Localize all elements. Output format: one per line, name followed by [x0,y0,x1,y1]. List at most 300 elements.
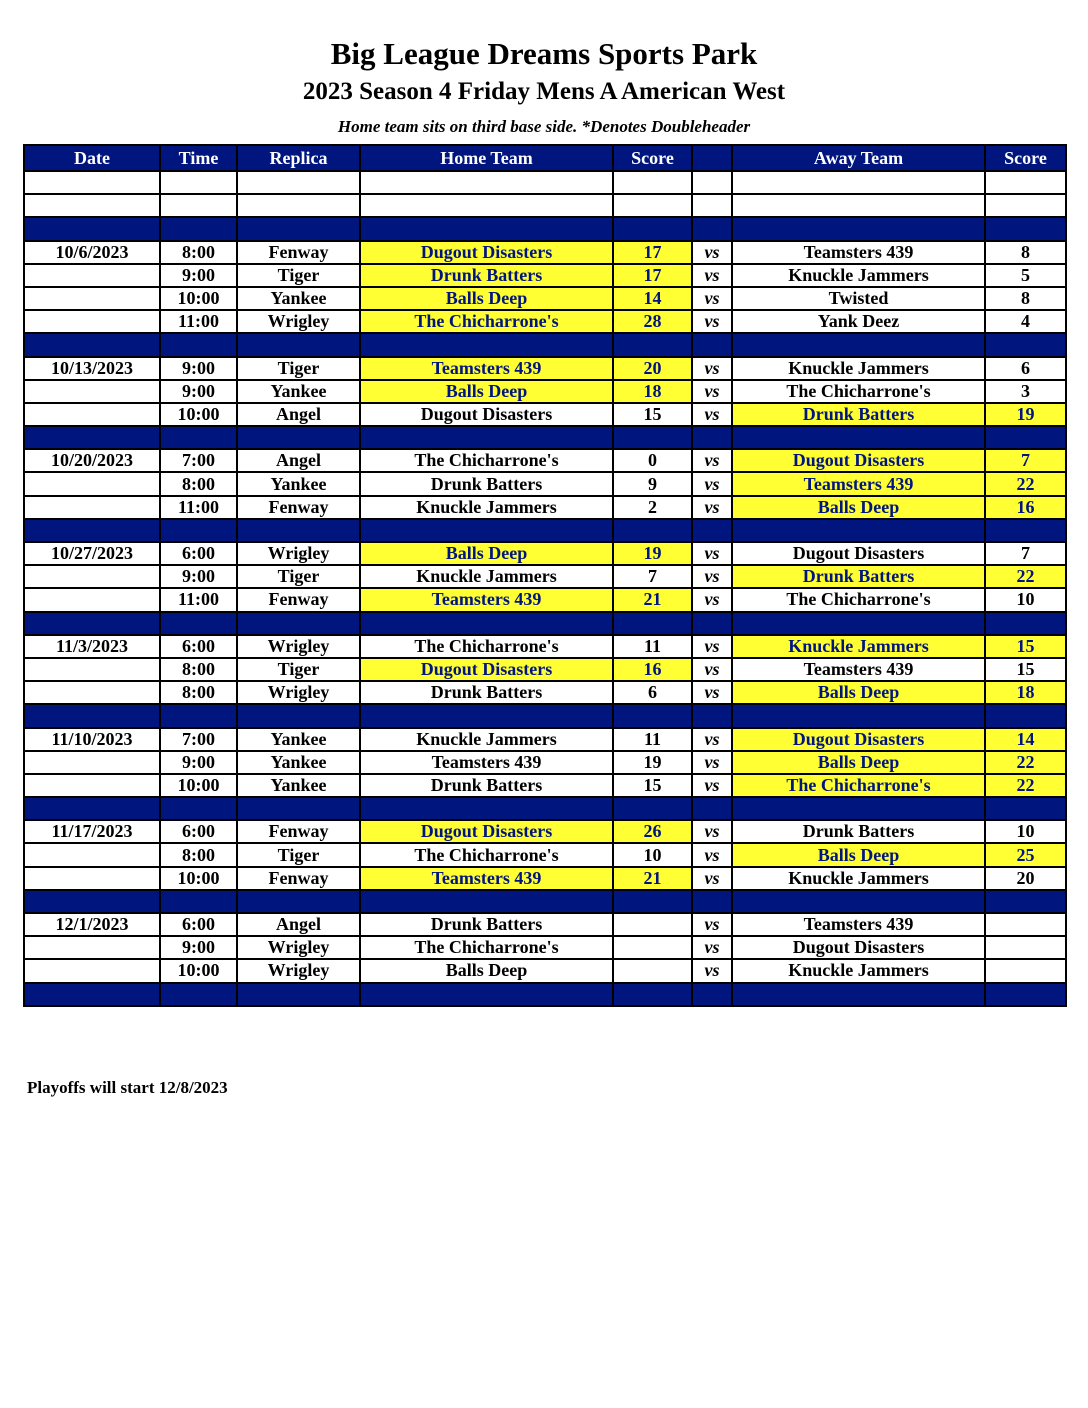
home-team-cell [360,704,613,727]
date-cell: 10/20/2023 [24,449,160,472]
date-cell [24,194,160,217]
vs-cell [692,194,732,217]
home-score-cell: 11 [613,728,692,751]
away-score-cell [985,333,1066,356]
home-score-cell [613,890,692,913]
vs-cell: vs [692,542,732,565]
date-cell [24,287,160,310]
time-cell: 8:00 [160,843,237,866]
home-team-cell [360,194,613,217]
home-score-cell [613,426,692,449]
away-score-cell: 22 [985,472,1066,495]
home-team-cell: Dugout Disasters [360,820,613,843]
away-team-cell [732,612,985,635]
vs-cell: vs [692,751,732,774]
vs-cell [692,217,732,240]
week-separator-row [24,217,1066,240]
home-team-cell [360,217,613,240]
game-row [24,867,1066,890]
replica-cell [237,704,360,727]
away-team-cell [732,983,985,1006]
vs-cell: vs [692,588,732,611]
replica-cell: Yankee [237,774,360,797]
away-score-cell [985,426,1066,449]
time-cell: 11:00 [160,310,237,333]
away-score-cell: 10 [985,588,1066,611]
home-team-cell [360,171,613,194]
vs-cell: vs [692,403,732,426]
replica-cell [237,426,360,449]
home-team-cell [360,890,613,913]
home-score-cell: 20 [613,357,692,380]
away-team-cell [732,333,985,356]
away-team-cell: Dugout Disasters [732,728,985,751]
time-cell: 9:00 [160,380,237,403]
away-score-cell: 10 [985,820,1066,843]
home-score-cell: 15 [613,403,692,426]
away-score-cell: 22 [985,565,1066,588]
away-team-cell: Knuckle Jammers [732,959,985,982]
date-cell: 10/27/2023 [24,542,160,565]
time-cell: 9:00 [160,357,237,380]
page-title: Big League Dreams Sports Park [330,36,758,71]
vs-cell: vs [692,287,732,310]
vs-cell: vs [692,913,732,936]
home-team-cell [360,333,613,356]
date-cell [24,426,160,449]
replica-cell: Tiger [237,357,360,380]
game-row [24,588,1066,611]
date-cell: 10/6/2023 [24,241,160,264]
away-team-cell: Twisted [732,287,985,310]
away-score-cell [985,171,1066,194]
replica-cell [237,519,360,542]
home-team-cell: Teamsters 439 [360,588,613,611]
home-score-cell: 15 [613,774,692,797]
date-cell: 11/3/2023 [24,635,160,658]
time-cell: 9:00 [160,565,237,588]
away-team-cell [732,797,985,820]
replica-cell: Fenway [237,820,360,843]
home-score-cell: 21 [613,588,692,611]
game-row [24,287,1066,310]
home-score-cell [613,936,692,959]
replica-cell: Yankee [237,751,360,774]
game-row [24,542,1066,565]
away-team-cell: Knuckle Jammers [732,357,985,380]
time-cell: 10:00 [160,774,237,797]
time-cell: 10:00 [160,403,237,426]
home-score-cell [613,612,692,635]
away-team-cell: Dugout Disasters [732,542,985,565]
date-cell: 11/10/2023 [24,728,160,751]
game-row [24,380,1066,403]
away-score-cell [985,890,1066,913]
home-score-cell: 10 [613,843,692,866]
away-score-cell [985,612,1066,635]
home-team-cell: Balls Deep [360,287,613,310]
away-score-cell: 14 [985,728,1066,751]
game-row [24,843,1066,866]
week-separator-row [24,983,1066,1006]
game-row [24,496,1066,519]
away-score-cell: 5 [985,264,1066,287]
vs-cell: vs [692,380,732,403]
home-team-cell [360,983,613,1006]
vs-cell: vs [692,241,732,264]
home-team-cell: Balls Deep [360,380,613,403]
replica-cell: Wrigley [237,635,360,658]
vs-cell [692,612,732,635]
replica-cell: Angel [237,913,360,936]
away-score-cell [985,936,1066,959]
game-row [24,449,1066,472]
game-row [24,403,1066,426]
away-team-cell: The Chicharrone's [732,588,985,611]
away-score-cell: 8 [985,287,1066,310]
date-cell [24,704,160,727]
time-cell [160,983,237,1006]
vs-cell: vs [692,496,732,519]
away-team-cell: Yank Deez [732,310,985,333]
home-team-cell: Teamsters 439 [360,867,613,890]
time-cell [160,171,237,194]
week-separator-row [24,890,1066,913]
game-row [24,820,1066,843]
home-team-cell: The Chicharrone's [360,843,613,866]
time-cell: 6:00 [160,542,237,565]
away-score-cell [985,217,1066,240]
date-cell [24,310,160,333]
date-cell [24,380,160,403]
away-team-cell: Knuckle Jammers [732,867,985,890]
date-cell [24,983,160,1006]
time-cell: 9:00 [160,751,237,774]
away-score-cell [985,983,1066,1006]
away-team-cell: Drunk Batters [732,403,985,426]
replica-cell [237,194,360,217]
time-cell [160,217,237,240]
date-cell [24,797,160,820]
away-score-cell [985,959,1066,982]
home-score-cell [613,797,692,820]
away-score-cell [985,797,1066,820]
away-team-cell [732,171,985,194]
home-team-cell: The Chicharrone's [360,310,613,333]
away-score-cell: 22 [985,774,1066,797]
game-row [24,565,1066,588]
replica-cell: Yankee [237,472,360,495]
replica-cell: Wrigley [237,681,360,704]
replica-cell: Tiger [237,843,360,866]
time-cell: 8:00 [160,472,237,495]
vs-cell: vs [692,658,732,681]
header-row [24,145,1066,171]
replica-cell: Fenway [237,496,360,519]
home-score-cell: 16 [613,658,692,681]
away-score-cell: 22 [985,751,1066,774]
game-row [24,681,1066,704]
home-team-cell: The Chicharrone's [360,936,613,959]
away-team-cell: Balls Deep [732,681,985,704]
home-team-cell: Drunk Batters [360,264,613,287]
replica-cell [237,171,360,194]
col-away-team-header: Away Team [732,145,985,171]
date-cell [24,959,160,982]
away-score-cell: 19 [985,403,1066,426]
date-cell: 11/17/2023 [24,820,160,843]
vs-cell: vs [692,867,732,890]
time-cell: 10:00 [160,959,237,982]
time-cell [160,194,237,217]
page-subtitle: 2023 Season 4 Friday Mens A American West [302,78,786,105]
date-cell [24,681,160,704]
vs-cell: vs [692,472,732,495]
vs-cell: vs [692,681,732,704]
time-cell: 11:00 [160,496,237,519]
replica-cell: Wrigley [237,936,360,959]
replica-cell [237,333,360,356]
time-cell: 11:00 [160,588,237,611]
week-separator-row [24,704,1066,727]
vs-cell: vs [692,264,732,287]
time-cell [160,890,237,913]
col-home-score-header: Score [613,145,692,171]
date-cell: 12/1/2023 [24,913,160,936]
replica-cell: Fenway [237,867,360,890]
home-score-cell [613,333,692,356]
away-team-cell: Teamsters 439 [732,241,985,264]
home-score-cell: 26 [613,820,692,843]
col-away-score-header: Score [985,145,1066,171]
away-score-cell: 25 [985,843,1066,866]
home-score-cell: 9 [613,472,692,495]
home-team-cell: Balls Deep [360,959,613,982]
week-separator-row [24,612,1066,635]
away-score-cell [985,913,1066,936]
home-score-cell [613,217,692,240]
date-cell [24,217,160,240]
home-team-cell: Teamsters 439 [360,357,613,380]
time-cell [160,333,237,356]
date-cell [24,843,160,866]
game-row [24,959,1066,982]
col-date-header: Date [24,145,160,171]
game-row [24,241,1066,264]
away-score-cell [985,704,1066,727]
away-team-cell: Knuckle Jammers [732,264,985,287]
vs-cell [692,519,732,542]
time-cell: 8:00 [160,658,237,681]
away-score-cell: 4 [985,310,1066,333]
replica-cell: Tiger [237,264,360,287]
vs-cell [692,983,732,1006]
home-score-cell [613,983,692,1006]
home-team-cell: Drunk Batters [360,913,613,936]
vs-cell: vs [692,820,732,843]
time-cell [160,426,237,449]
game-row [24,264,1066,287]
away-team-cell: Teamsters 439 [732,472,985,495]
date-cell [24,472,160,495]
date-cell [24,333,160,356]
away-team-cell [732,217,985,240]
away-team-cell: Teamsters 439 [732,913,985,936]
home-score-cell [613,194,692,217]
game-row [24,357,1066,380]
away-score-cell: 8 [985,241,1066,264]
time-cell: 6:00 [160,635,237,658]
time-cell [160,704,237,727]
home-team-cell [360,797,613,820]
vs-cell: vs [692,843,732,866]
game-row [24,774,1066,797]
replica-cell: Tiger [237,658,360,681]
time-cell: 9:00 [160,936,237,959]
time-cell: 6:00 [160,913,237,936]
away-team-cell: Drunk Batters [732,565,985,588]
date-cell [24,588,160,611]
time-cell: 7:00 [160,449,237,472]
away-team-cell: Teamsters 439 [732,658,985,681]
game-row [24,936,1066,959]
home-score-cell: 7 [613,565,692,588]
away-team-cell [732,426,985,449]
vs-cell [692,333,732,356]
vs-cell: vs [692,959,732,982]
vs-cell: vs [692,565,732,588]
away-score-cell: 18 [985,681,1066,704]
home-score-cell [613,704,692,727]
time-cell: 7:00 [160,728,237,751]
home-score-cell: 17 [613,264,692,287]
away-team-cell: Dugout Disasters [732,449,985,472]
away-team-cell: Balls Deep [732,843,985,866]
vs-cell: vs [692,357,732,380]
date-cell [24,936,160,959]
away-score-cell: 20 [985,867,1066,890]
time-cell [160,797,237,820]
home-team-cell: Dugout Disasters [360,658,613,681]
replica-cell: Fenway [237,588,360,611]
vs-cell [692,797,732,820]
replica-cell [237,983,360,1006]
replica-cell: Fenway [237,241,360,264]
game-row [24,751,1066,774]
home-score-cell: 21 [613,867,692,890]
week-separator-row [24,797,1066,820]
home-team-cell: Knuckle Jammers [360,496,613,519]
replica-cell: Wrigley [237,959,360,982]
date-cell [24,867,160,890]
away-score-cell: 16 [985,496,1066,519]
replica-cell: Wrigley [237,542,360,565]
vs-cell: vs [692,728,732,751]
away-score-cell: 7 [985,542,1066,565]
time-cell: 8:00 [160,241,237,264]
date-cell: 10/13/2023 [24,357,160,380]
away-team-cell [732,519,985,542]
away-team-cell [732,890,985,913]
date-cell [24,612,160,635]
away-team-cell: Balls Deep [732,496,985,519]
vs-cell [692,890,732,913]
game-row [24,913,1066,936]
replica-cell [237,890,360,913]
away-score-cell: 3 [985,380,1066,403]
date-cell [24,774,160,797]
away-score-cell: 6 [985,357,1066,380]
week-separator-row [24,426,1066,449]
game-row [24,472,1066,495]
col-home-team-header: Home Team [360,145,613,171]
date-cell [24,171,160,194]
time-cell: 8:00 [160,681,237,704]
replica-cell: Angel [237,449,360,472]
date-cell [24,890,160,913]
away-team-cell: The Chicharrone's [732,774,985,797]
home-team-cell: Balls Deep [360,542,613,565]
replica-cell [237,612,360,635]
away-team-cell: Balls Deep [732,751,985,774]
replica-cell [237,217,360,240]
away-team-cell: Knuckle Jammers [732,635,985,658]
vs-cell [692,171,732,194]
home-team-cell [360,612,613,635]
time-cell [160,612,237,635]
home-score-cell [613,519,692,542]
playoffs-note: Playoffs will start 12/8/2023 [27,1078,228,1097]
home-team-cell: The Chicharrone's [360,635,613,658]
home-score-cell [613,959,692,982]
home-score-cell: 18 [613,380,692,403]
away-score-cell: 15 [985,635,1066,658]
home-score-cell: 14 [613,287,692,310]
replica-cell [237,797,360,820]
home-team-cell: Dugout Disasters [360,241,613,264]
week-separator-row [24,333,1066,356]
game-row [24,728,1066,751]
date-cell [24,519,160,542]
blank-row [24,171,1066,194]
home-team-cell: Teamsters 439 [360,751,613,774]
home-team-cell: Drunk Batters [360,774,613,797]
home-team-cell: Drunk Batters [360,472,613,495]
away-score-cell [985,194,1066,217]
time-cell: 10:00 [160,867,237,890]
replica-cell: Angel [237,403,360,426]
vs-cell: vs [692,774,732,797]
time-cell [160,519,237,542]
replica-cell: Yankee [237,728,360,751]
home-team-cell: Dugout Disasters [360,403,613,426]
home-score-cell [613,171,692,194]
away-team-cell: Dugout Disasters [732,936,985,959]
home-score-cell: 19 [613,542,692,565]
date-cell [24,565,160,588]
time-cell: 10:00 [160,287,237,310]
home-team-cell: The Chicharrone's [360,449,613,472]
vs-cell: vs [692,310,732,333]
blank-row [24,194,1066,217]
schedule-note: Home team sits on third base side. *Denotes Doubleheader [337,117,751,136]
vs-cell: vs [692,635,732,658]
home-team-cell [360,519,613,542]
home-score-cell: 19 [613,751,692,774]
home-score-cell: 17 [613,241,692,264]
away-score-cell: 15 [985,658,1066,681]
home-score-cell: 2 [613,496,692,519]
